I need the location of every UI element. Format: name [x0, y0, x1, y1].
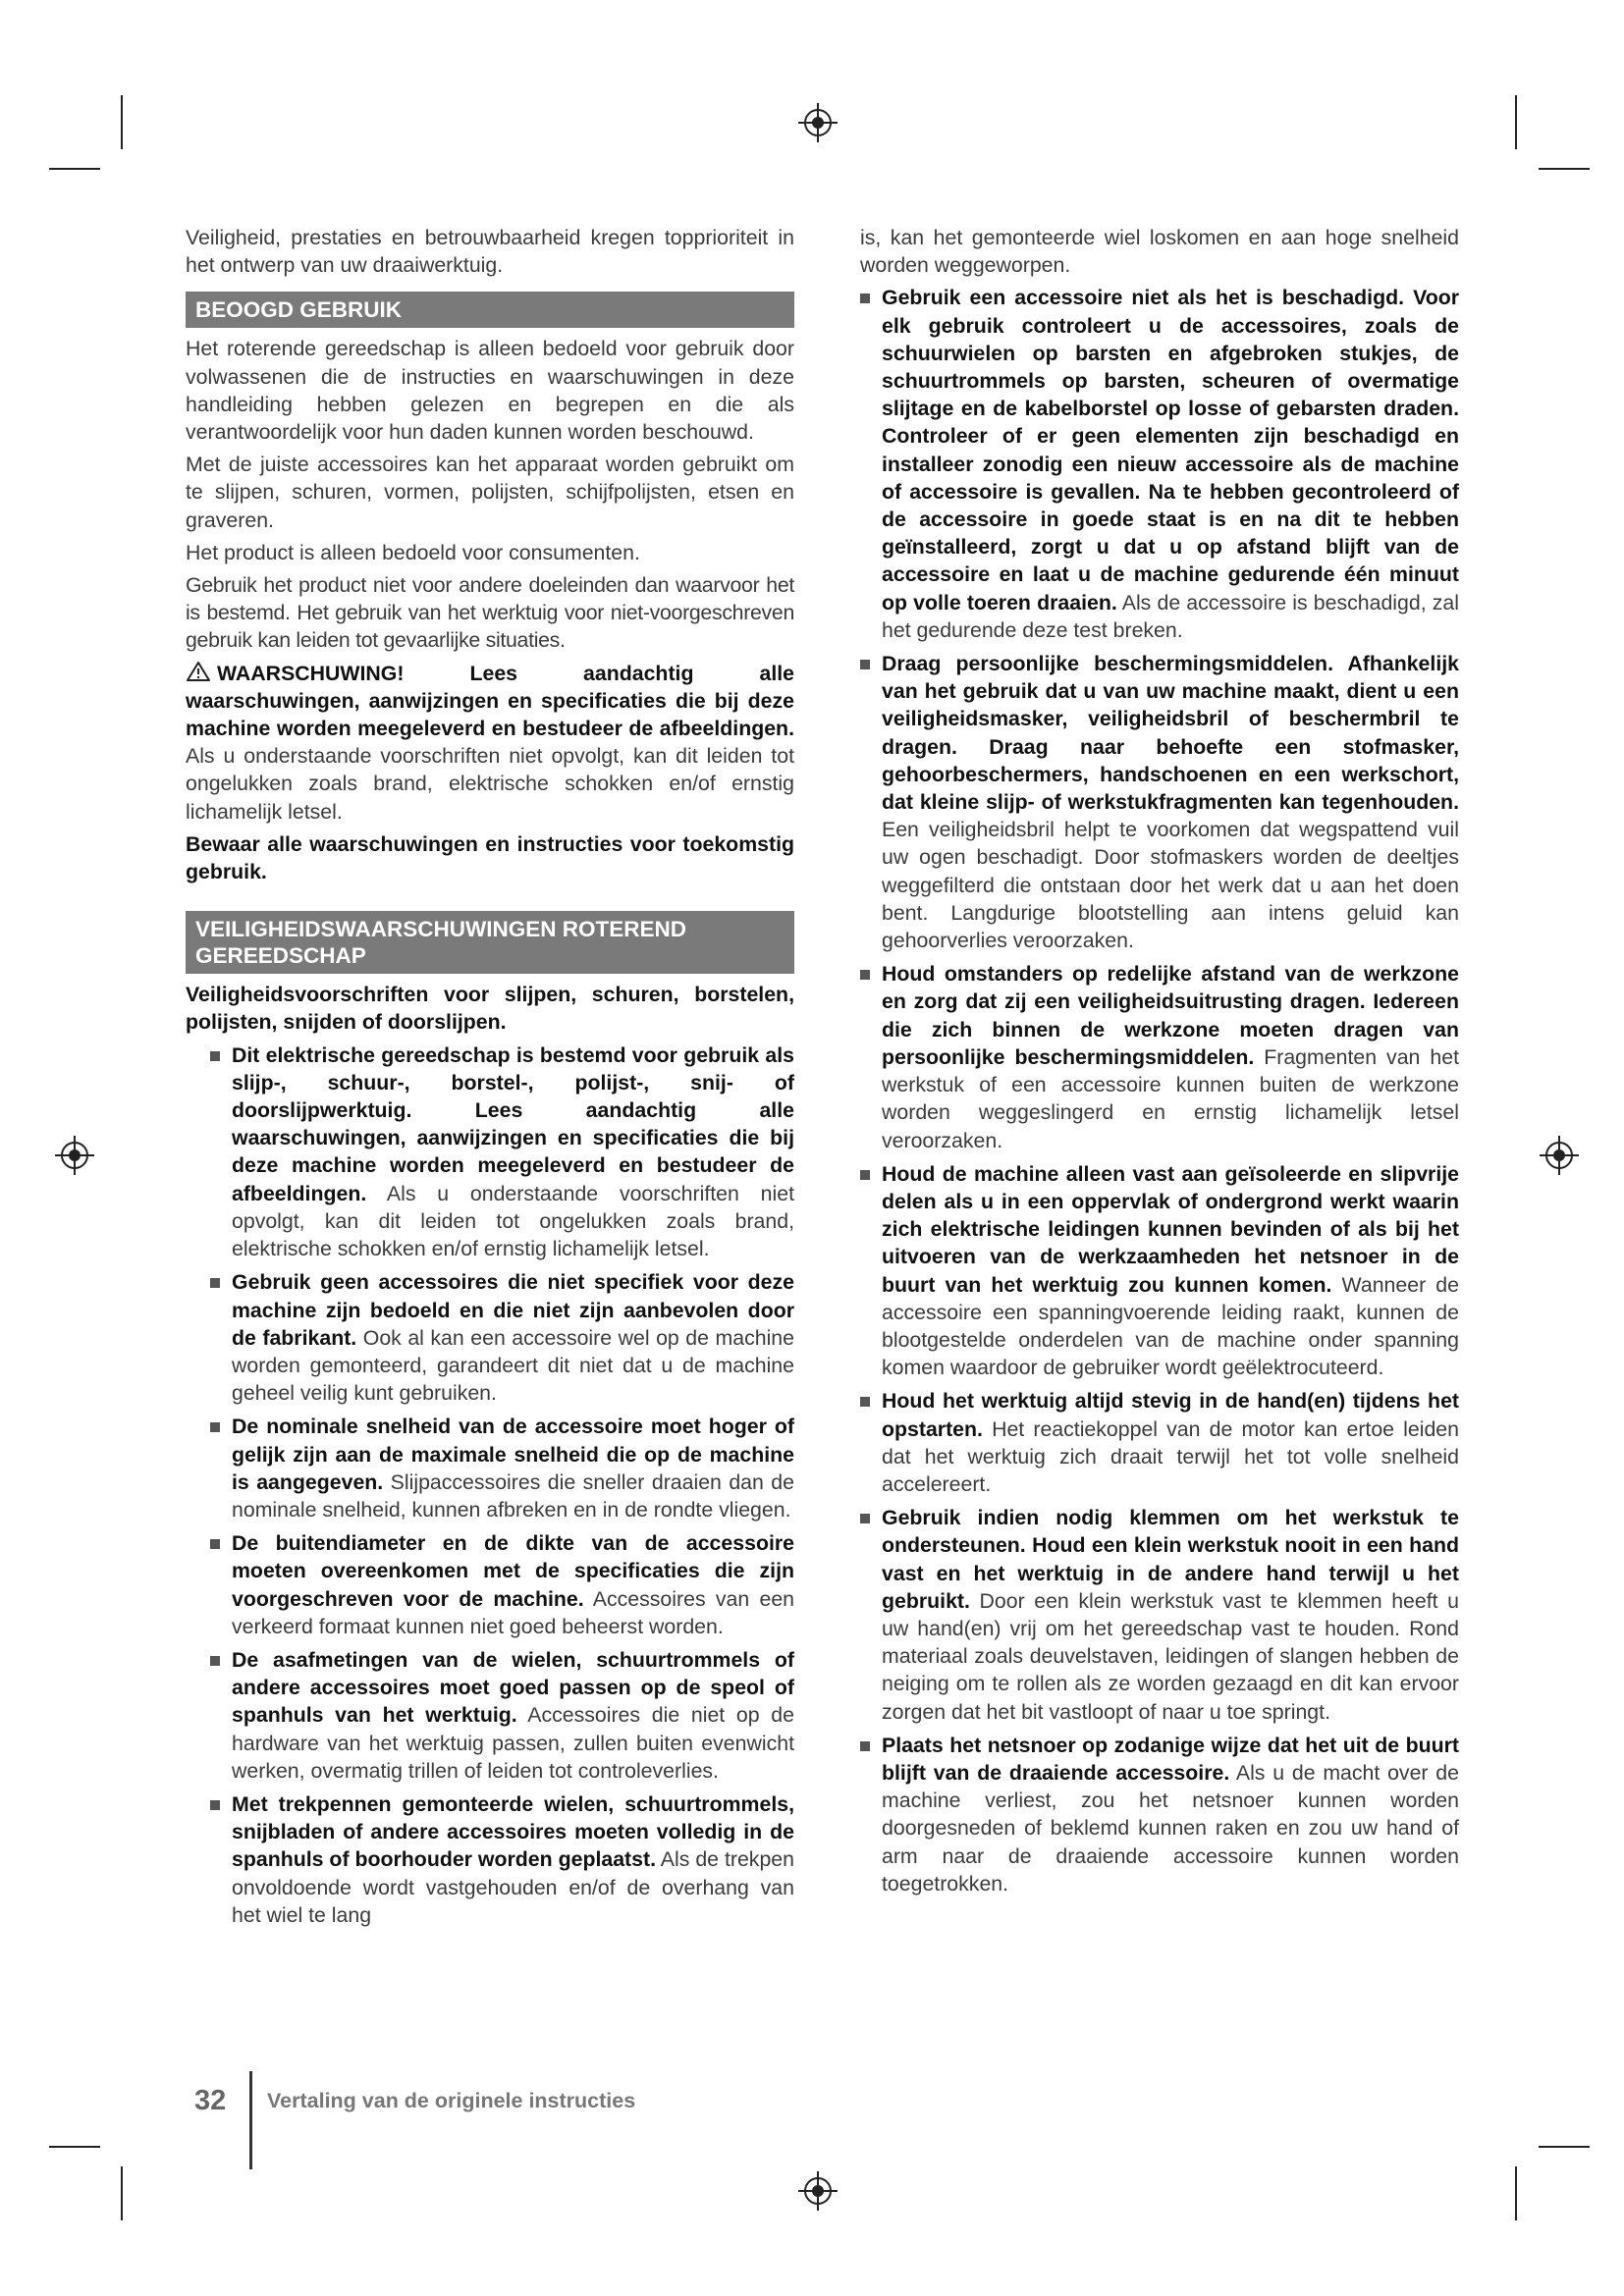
bullet-icon [860, 660, 870, 669]
item-text: Accessoires die niet op de hardware van het werktuig passen, zullen buiten evenwicht werken, overmatig trillen of leiden tot controleverlies. [232, 1703, 794, 1783]
item-text: Fragmenten van het werkstuk of een accessoire kunnen buiten de werkzone worden weggeslingerd en ernstig lichamelijk letsel veroorzaken. [882, 1044, 1459, 1152]
item-text: Als u de macht over de machine verliest, zou het netsnoer kunnen worden doorgesneden of beklemd kunnen raken en zou uw hand of arm naar de draaiende accessoire kunnen worden toegetrokken. [882, 1760, 1459, 1896]
section-heading-beoogd-gebruik: BEOOGD GEBRUIK [186, 292, 794, 328]
bullet-icon [210, 1422, 220, 1432]
item-bold: Gebruik een accessoire niet als het is beschadigd. Voor elk gebruik controleert u de accessoires, zoals de schuurwielen op barsten en afgebroken stukjes, de schuurtrommels op barsten, scheuren of overmatige slijtage en de kabelborstel op losse of gebarsten draden. Controleer of er geen elementen zijn beschadigd en installeer zonodig een nieuw accessoire als de machine of accessoire is gevallen. Na te hebben gecontroleerd of de accessoire in goede staat is en na dit te hebben geïnstalleerd, zorgt u dat u op afstand blijft van de accessoire en laat u de machine gedurende één minuut op volle toeren draaien. [882, 286, 1459, 614]
list-item [210, 1529, 794, 1640]
registration-mark-icon [55, 1136, 94, 1175]
bullet-icon [210, 1800, 220, 1810]
item-bold: De buitendiameter en de dikte van de accessoire moeten overeenkomen met de specificaties die zijn voorgeschreven voor de machine. [232, 1531, 794, 1611]
list-item [860, 1732, 1459, 1897]
list-item [210, 1646, 794, 1785]
item-text: Wanneer de accessoire een spanningvoerende leiding raakt, kunnen de blootgestelde onderdelen van de machine onder spanning komen waardoor de gebruiker wordt geëlektrocuteerd. [882, 1272, 1459, 1380]
list-item [210, 1790, 794, 1929]
paragraph: Gebruik het product niet voor andere doeleinden dan waarvoor het is bestemd. Het gebruik van het werktuig voor niet-voorgeschreven gebruik kan leiden tot gevaarlijke situaties. [186, 573, 794, 653]
item-bold: Dit elektrische gereedschap is bestemd voor gebruik als slijp-, schuur-, borstel-, polijst-, snij- of doorslijpwerktuig. Lees aandachtig alle waarschuwingen, aanwijzingen en specificaties die bij deze machine worden meegeleverd en bestudeer de afbeeldingen. [232, 1042, 794, 1205]
list-item [210, 1413, 794, 1523]
crop-mark [1539, 168, 1590, 170]
registration-mark-icon [798, 103, 838, 142]
list-item [860, 960, 1459, 1153]
bullet-icon [860, 294, 870, 303]
list-item [860, 1504, 1459, 1726]
bullet-icon [210, 1051, 220, 1061]
item-bold: Gebruik indien nodig klemmen om het werkstuk te ondersteunen. Houd een klein werkstuk nooit in een hand vast en het werktuig in de andere hand terwijl u het gebruikt. [882, 1506, 1459, 1613]
left-column [186, 224, 794, 1935]
list-item [860, 1160, 1459, 1382]
continued-paragraph: is, kan het gemonteerde wiel loskomen en aan hoge snelheid worden weggeworpen. [860, 226, 1459, 278]
intro-paragraph: Veiligheid, prestaties en betrouwbaarheid kregen topprioriteit in het ontwerp van uw draaiwerktuig. [186, 226, 794, 278]
crop-mark [1515, 95, 1517, 149]
paragraph: Het product is alleen bedoeld voor consumenten. [186, 540, 640, 564]
item-bold: De asafmetingen van de wielen, schuurtrommels of andere accessoires moet goed passen op de speol of spanhuls van het werktuig. [232, 1647, 794, 1728]
bullet-icon [860, 1397, 870, 1407]
bullet-icon [210, 1278, 220, 1288]
section-heading-veiligheidswaarschuwingen: VEILIGHEIDSWAARSCHUWINGEN ROTEREND GEREEDSCHAP [186, 911, 794, 974]
item-text: Als u onderstaande voorschriften niet opvolgt, kan dit leiden tot ongelukken zoals brand, elektrische schokken en/of ernstig lichamelijk letsel. [232, 1181, 794, 1261]
item-text: Als de trekpen onvoldoende wordt vastgehouden en/of de overhang van het wiel te lang [232, 1847, 794, 1927]
right-column [860, 224, 1459, 1903]
bullet-icon [860, 1741, 870, 1751]
warning-bold: WAARSCHUWING! Lees aandachtig alle waarschuwingen, aanwijzingen en specificaties die bij deze machine worden meegeleverd en bestudeer de afbeeldingen. [186, 661, 794, 741]
paragraph: Met de juiste accessoires kan het apparaat worden gebruikt om te slijpen, schuren, vormen, polijsten, schijfpolijsten, etsen en graveren. [186, 453, 794, 532]
keep-instructions: Bewaar alle waarschuwingen en instructies voor toekomstig gebruik. [186, 831, 794, 884]
bullet-icon [210, 1539, 220, 1549]
item-text: Accessoires van een verkeerd formaat kunnen niet goed beheerst worden. [232, 1586, 795, 1638]
list-item [210, 1268, 794, 1407]
list-item [210, 1041, 794, 1263]
item-text: Het reactiekoppel van de motor kan ertoe leiden dat het werktuig zich draait terwijl het tot volle snelheid accelereert. [882, 1416, 1459, 1496]
crop-mark [121, 95, 123, 149]
bullet-icon [860, 970, 870, 980]
item-text: Door een klein werkstuk vast te klemmen heeft u uw hand(en) vrij om het gereedschap vast te houden. Rond materiaal zoals deuvelstaven, leidingen of slangen hebben de neiging om te rollen als ze worden gezaagd en dit kan ervoor zorgen dat het bit vastloopt of naar u toe springt. [882, 1588, 1459, 1724]
subheading: Veiligheidsvoorschriften voor slijpen, schuren, borstelen, polijsten, snijden of doorslijpen. [186, 983, 794, 1035]
item-bold: De nominale snelheid van de accessoire moet hoger of gelijk zijn aan de maximale snelheid die op de machine is aangegeven. [232, 1415, 794, 1494]
item-bold: Gebruik geen accessoires die niet specifiek voor deze machine zijn bedoeld en die niet zijn aanbevolen door de fabrikant. [232, 1270, 794, 1350]
crop-mark [1515, 2166, 1517, 2220]
item-bold: Houd het werktuig altijd stevig in de hand(en) tijdens het opstarten. [882, 1389, 1459, 1441]
warning-text: Als u onderstaande voorschriften niet opvolgt, kan dit leiden tot ongelukken zoals brand, elektrische schokken en/of ernstig lichamelijk letsel. [186, 744, 794, 824]
registration-mark-icon [798, 2171, 838, 2211]
registration-mark-icon [1540, 1136, 1579, 1175]
list-item [860, 650, 1459, 954]
paragraph: Het roterende gereedschap is alleen bedoeld voor gebruik door volwassenen die de instructies en waarschuwingen in deze handleiding hebben gelezen en begrepen en die als verantwoordelijk voor hun daden kunnen worden beschouwd. [186, 337, 794, 445]
item-text: Een veiligheidsbril helpt te voorkomen dat wegspattend vuil uw ogen beschadigt. Door stofmaskers worden de deeltjes weggefilterd die ontstaan door het werk dat u aan het doen bent. Langdurige blootstelling aan intens geluid kan gehoorverlies veroorzaken. [882, 818, 1459, 953]
warning-triangle-icon [186, 661, 211, 682]
footer-text: Vertaling van de originele instructies [267, 2089, 636, 2112]
crop-mark [121, 2166, 123, 2220]
crop-mark [49, 168, 100, 170]
list-item [860, 1387, 1459, 1498]
item-bold: Met trekpennen gemonteerde wielen, schuurtrommels, snijbladen of andere accessoires moeten volledig in de spanhuls of boorhouder worden geplaatst. [232, 1791, 794, 1872]
bullet-icon [210, 1656, 220, 1666]
bullet-icon [860, 1170, 870, 1180]
item-bold: Houd de machine alleen vast aan geïsoleerde en slipvrije delen als u in een oppervlak of ondergrond werkt waarin zich elektrische leidingen kunnen bevinden of als bij het uitvoeren van de werkzaamheden het netsnoer in de buurt van het werktuig zou kunnen komen. [882, 1161, 1459, 1297]
item-bold: Plaats het netsnoer op zodanige wijze dat het uit de buurt blijft van de draaiende accessoire. [882, 1733, 1459, 1785]
bullet-icon [860, 1514, 870, 1523]
item-text: Slijpaccessoires die sneller draaien dan de nominale snelheid, kunnen afbreken en in de rondte vliegen. [232, 1469, 794, 1522]
crop-mark [49, 2146, 100, 2148]
item-text: Ook al kan een accessoire wel op de machine worden gemonteerd, garandeert dit niet dat u de machine geheel veilig kunt gebruiken. [232, 1325, 794, 1406]
item-bold: Draag persoonlijke beschermingsmiddelen. Afhankelijk van het gebruik dat u van uw machine maakt, dient u een veiligheidsmasker, veiligheidsbril of beschermbril te dragen. Draag naar behoefte een stofmasker, gehoorbeschermers, handschoenen en een werkschort, dat kleine slijp- of werkstukfragmenten kan tegenhouden. [882, 652, 1459, 815]
list-item [860, 284, 1459, 644]
page-number: 32 [194, 2085, 227, 2116]
item-text: Als de accessoire is beschadigd, zal het gedurende deze test breken. [882, 590, 1460, 642]
crop-mark [1539, 2146, 1590, 2148]
footer-divider [249, 2071, 252, 2169]
item-bold: Houd omstanders op redelijke afstand van de werkzone en zorg dat zij een veiligheidsuitrusting dragen. Iedereen die zich binnen de werkzone moeten dragen van persoonlijke beschermingsmiddelen. [882, 962, 1459, 1069]
warning-paragraph [186, 660, 794, 826]
